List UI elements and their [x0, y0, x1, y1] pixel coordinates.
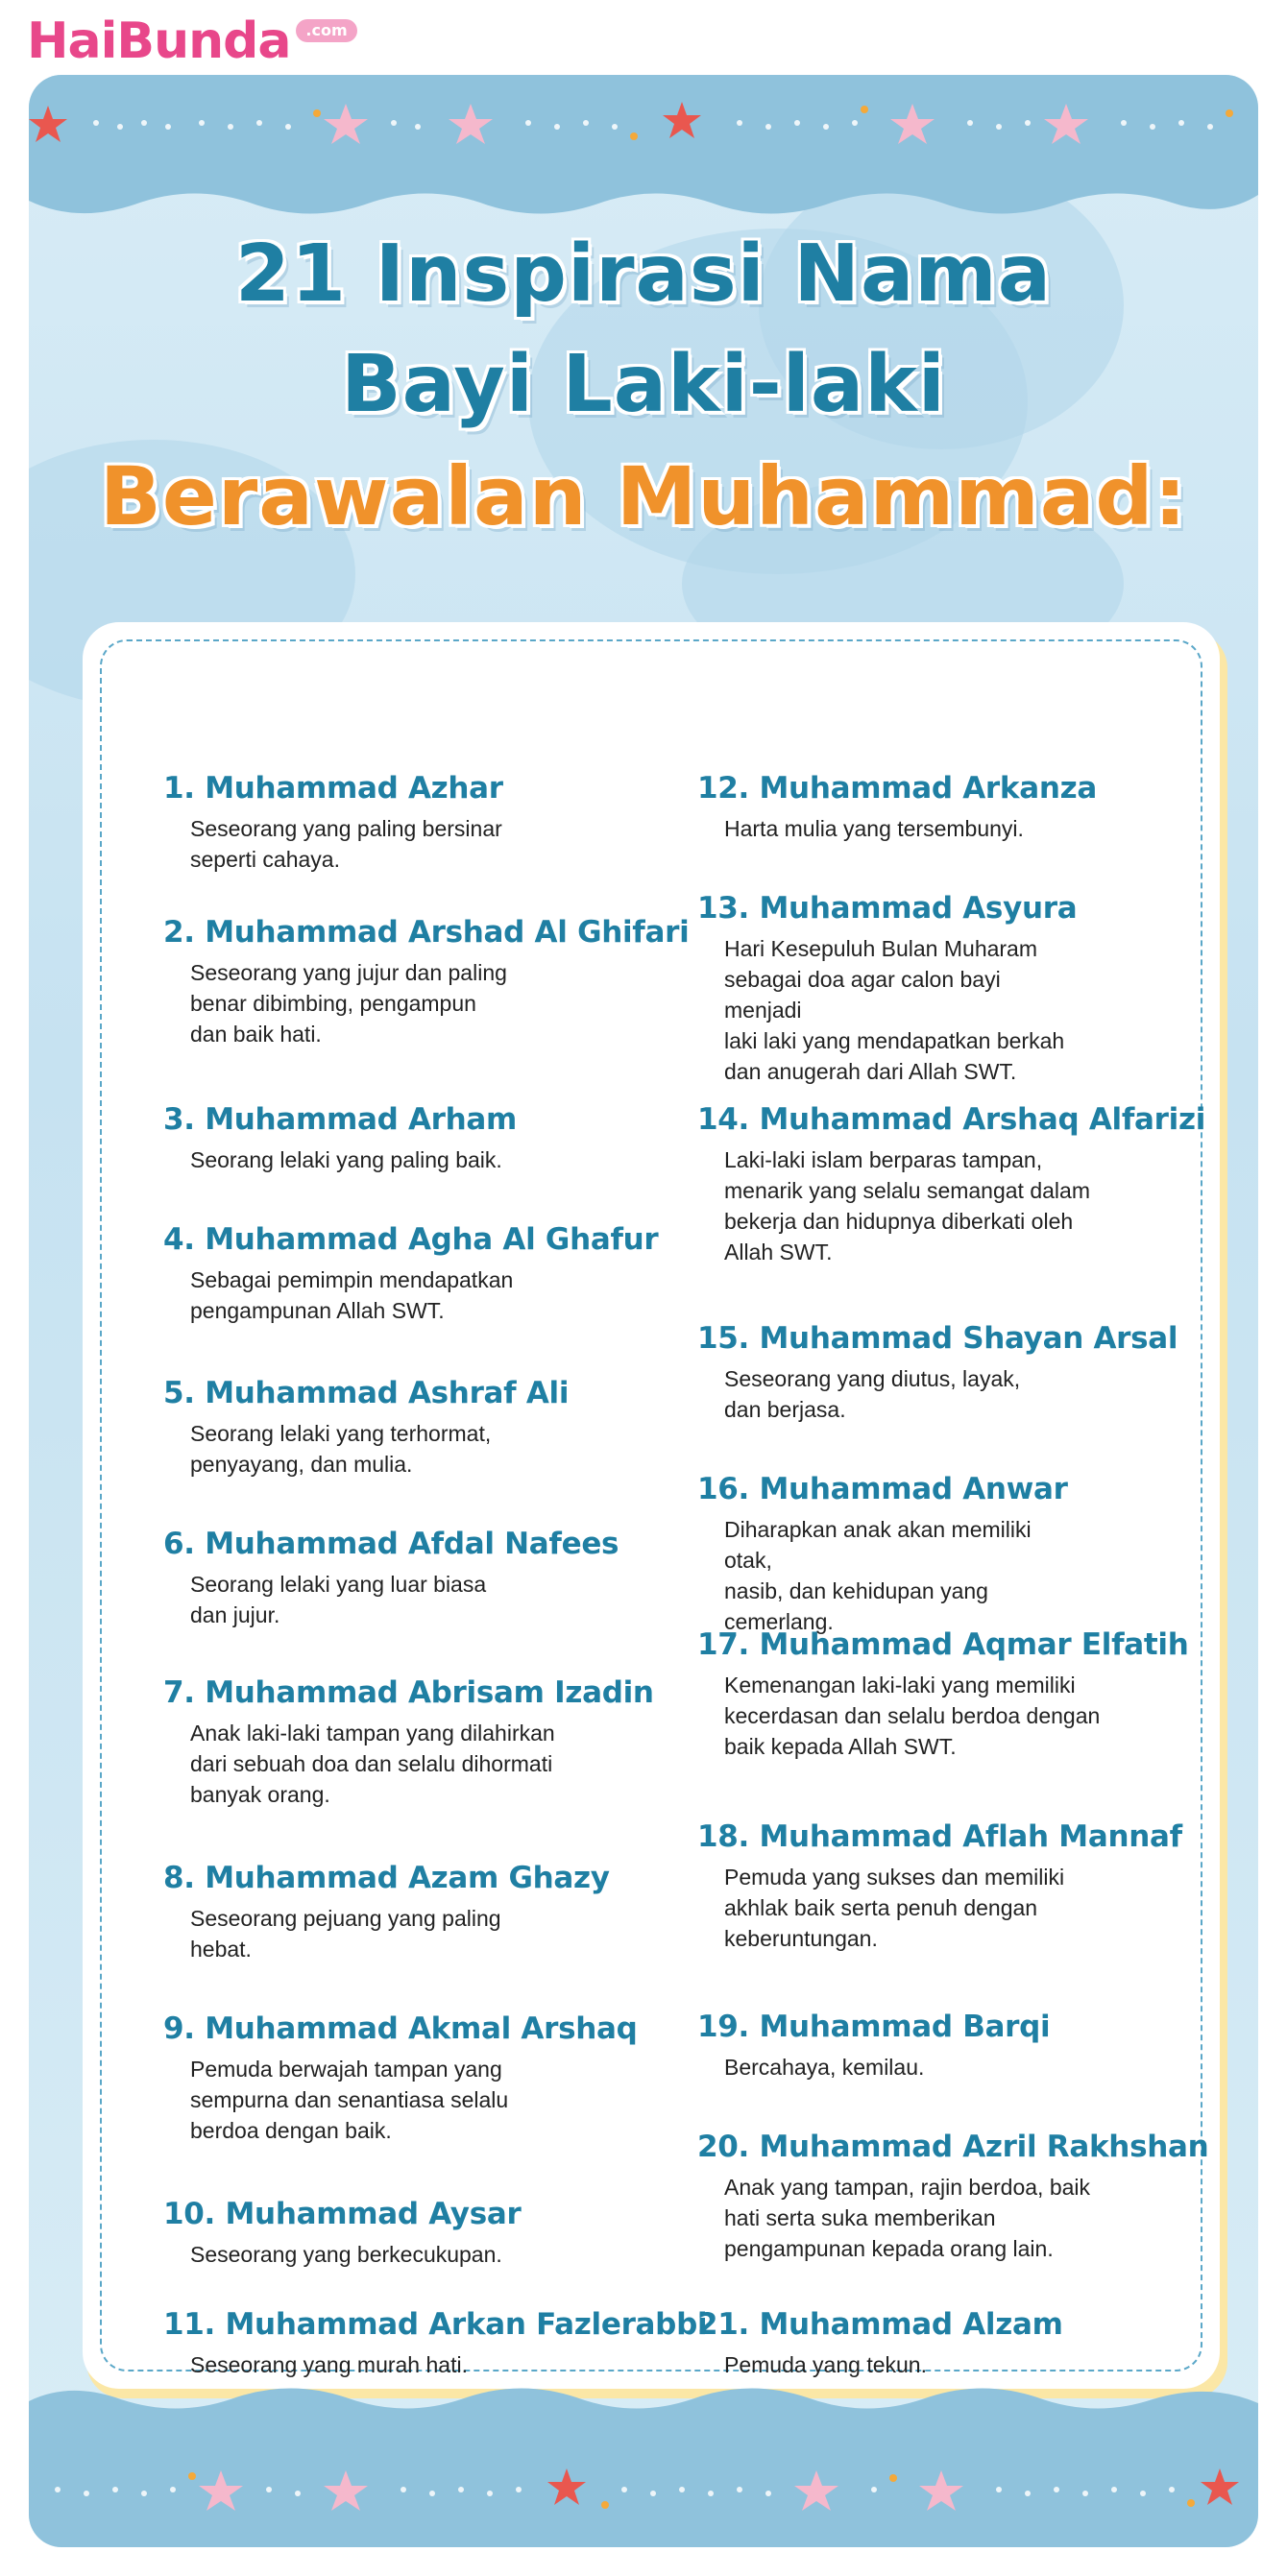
name-meaning: Pemuda yang sukses dan memiliki akhlak baik serta penuh dengan keberuntungan.	[724, 1865, 1065, 1951]
name-meaning: Seseorang yang jujur dan paling benar dibimbing, pengampun dan baik hati.	[190, 960, 507, 1047]
list-item	[697, 2130, 1208, 2264]
names-card	[83, 622, 1220, 2389]
title-line-2: Bayi Laki-laki	[341, 339, 946, 430]
name-title: 18. Muhammad Aflah Mannaf	[697, 1819, 1182, 1854]
name-meaning: Harta mulia yang tersembunyi.	[724, 816, 1024, 841]
list-item	[697, 2010, 1050, 2082]
star-icon	[1044, 104, 1088, 144]
name-meaning: Diharapkan anak akan memiliki otak, nasib, dan kehidupan yang cemerlang.	[724, 1517, 1032, 1634]
star-icon	[324, 104, 368, 144]
name-title: 16. Muhammad Anwar	[697, 1472, 1068, 1506]
star-icon	[449, 104, 493, 144]
name-title: 13. Muhammad Asyura	[697, 891, 1078, 926]
list-item	[163, 1527, 619, 1630]
list-item	[163, 1222, 658, 1326]
name-title: 6. Muhammad Afdal Nafees	[163, 1527, 619, 1561]
name-title: 9. Muhammad Akmal Arshaq	[163, 2011, 638, 2046]
name-meaning: Seseorang yang berkecukupan.	[190, 2242, 502, 2267]
name-meaning: Anak laki-laki tampan yang dilahirkan dari sebuah doa dan selalu dihormati banyak orang.	[190, 1721, 555, 1807]
name-title: 10. Muhammad Aysar	[163, 2197, 522, 2231]
list-item	[697, 1321, 1178, 1425]
name-title: 20. Muhammad Azril Rakhshan	[697, 2130, 1209, 2164]
name-title: 3. Muhammad Arham	[163, 1102, 518, 1137]
name-meaning: Seorang lelaki yang terhormat, penyayang, dan mulia.	[190, 1421, 492, 1477]
star-icon	[794, 2470, 838, 2511]
name-meaning: Seseorang yang paling bersinar seperti cahaya.	[190, 816, 502, 872]
star-icon	[547, 2468, 586, 2505]
name-title: 7. Muhammad Abrisam Izadin	[163, 1675, 654, 1710]
name-title: 11. Muhammad Arkan Fazlerabbi	[163, 2307, 708, 2342]
list-item	[163, 771, 503, 875]
list-item	[163, 1102, 517, 1175]
star-icon	[1201, 2468, 1239, 2505]
list-item	[163, 2011, 638, 2146]
top-wave-edge	[29, 166, 1258, 224]
name-meaning: Pemuda yang tekun.	[724, 2352, 927, 2377]
list-item	[163, 915, 689, 1049]
list-item	[163, 1861, 610, 1964]
title-line-3: Berawalan Muhammad:	[99, 449, 1188, 543]
name-title: 5. Muhammad Ashraf Ali	[163, 1376, 570, 1410]
name-title: 14. Muhammad Arshaq Alfarizi	[697, 1102, 1206, 1137]
name-title: 1. Muhammad Azhar	[163, 771, 503, 806]
list-item	[697, 2307, 1063, 2380]
name-meaning: Bercahaya, kemilau.	[724, 2055, 925, 2080]
name-title: 21. Muhammad Alzam	[697, 2307, 1063, 2342]
name-meaning: Seseorang yang diutus, layak, dan berjasa.	[724, 1366, 1021, 1422]
list-item	[697, 771, 1097, 844]
name-meaning: Laki-laki islam berparas tampan, menarik yang selalu semangat dalam bekerja dan hidupnya diberkati oleh Allah SWT.	[724, 1147, 1090, 1264]
top-decoration-row	[29, 94, 1258, 152]
list-item	[697, 1472, 1068, 1637]
name-title: 8. Muhammad Azam Ghazy	[163, 1861, 610, 1895]
star-icon	[29, 106, 67, 142]
name-title: 2. Muhammad Arshad Al Ghifari	[163, 915, 690, 950]
name-meaning: Seseorang pejuang yang paling hebat.	[190, 1906, 501, 1962]
bottom-decoration-row	[29, 2461, 1258, 2518]
name-title: 12. Muhammad Arkanza	[697, 771, 1097, 806]
logo-suffix-badge: .com	[296, 19, 356, 42]
name-meaning: Seseorang yang murah hati.	[190, 2352, 468, 2377]
list-item	[697, 1819, 1182, 1954]
name-title: 4. Muhammad Agha Al Ghafur	[163, 1222, 659, 1257]
name-meaning: Pemuda berwajah tampan yang sempurna dan senantiasa selalu berdoa dengan baik.	[190, 2057, 509, 2143]
list-item	[697, 1627, 1189, 1762]
star-icon	[890, 104, 935, 144]
name-meaning: Seorang lelaki yang luar biasa dan jujur.	[190, 1572, 487, 1627]
name-title: 17. Muhammad Aqmar Elfatih	[697, 1627, 1189, 1662]
name-meaning: Sebagai pemimpin mendapatkan pengampunan Allah SWT.	[190, 1267, 514, 1323]
star-icon	[919, 2470, 963, 2511]
name-meaning: Kemenangan laki-laki yang memiliki kecerdasan dan selalu berdoa dengan baik kepada Allah SWT.	[724, 1673, 1101, 1759]
name-meaning: Seorang lelaki yang paling baik.	[190, 1147, 502, 1172]
list-item	[697, 1102, 1205, 1267]
logo-text: HaiBunda	[27, 12, 291, 70]
title-line-1: 21 Inspirasi Nama	[234, 229, 1053, 320]
infographic-poster	[29, 75, 1258, 2547]
list-item	[163, 1376, 569, 1480]
star-icon	[199, 2470, 243, 2511]
list-item	[163, 2307, 707, 2380]
list-item	[163, 2197, 521, 2270]
star-icon	[324, 2470, 368, 2511]
name-meaning: Anak yang tampan, rajin berdoa, baik hati serta suka memberikan pengampunan kepada orang lain.	[724, 2175, 1091, 2261]
star-icon	[663, 102, 701, 138]
name-title: 15. Muhammad Shayan Arsal	[697, 1321, 1178, 1356]
name-meaning: Hari Kesepuluh Bulan Muharam sebagai doa agar calon bayi menjadi laki laki yang mendapatkan berkah dan anugerah dari Allah SWT.	[724, 936, 1065, 1084]
haibunda-logo[interactable]	[27, 8, 357, 75]
list-item	[163, 1675, 654, 1810]
list-item	[697, 891, 1077, 1087]
name-title: 19. Muhammad Barqi	[697, 2010, 1051, 2044]
